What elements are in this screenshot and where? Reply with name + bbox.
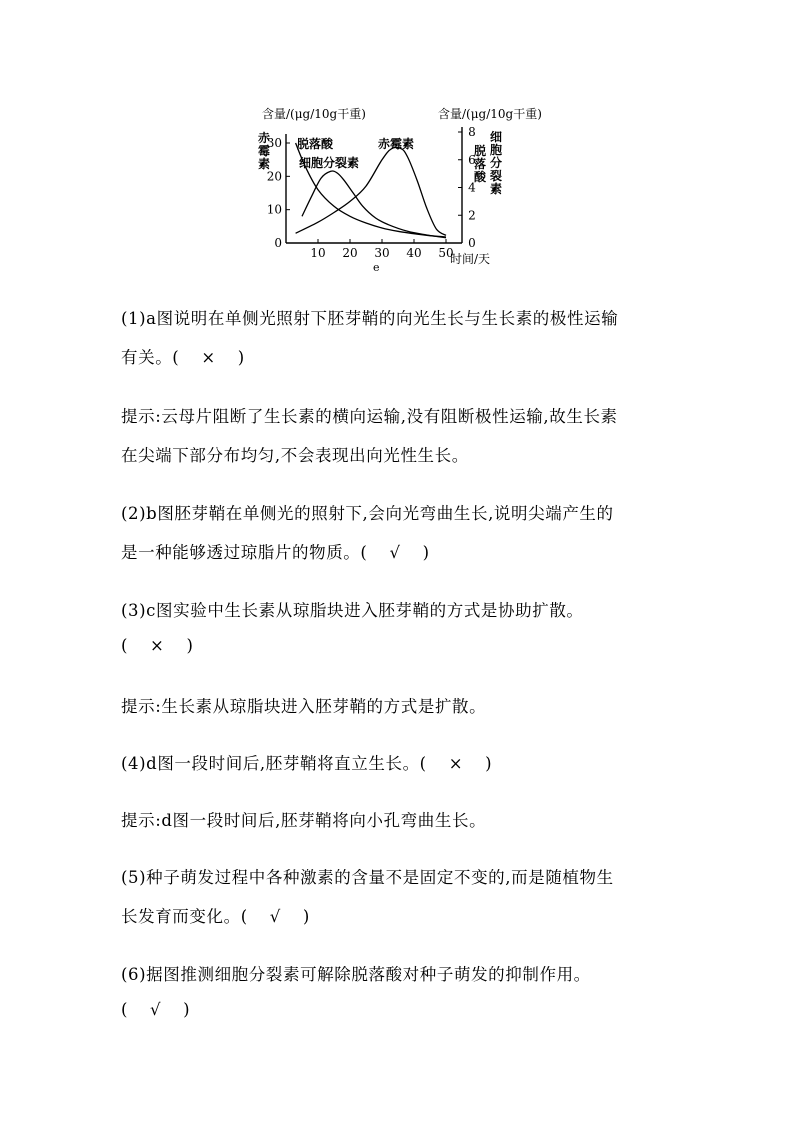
line-text: 是一种能够透过琼脂片的物质。( [121,543,368,562]
x-tick-label: 10 [310,246,326,260]
question-line [121,305,681,329]
question-line [121,864,681,888]
question-line [121,903,681,927]
line-text: 提示:生长素从琼脂块进入胚芽鞘的方式是扩散。 [121,697,487,716]
figure-label: e [373,261,380,274]
line-text: 提示:云母片阻断了生长素的横向运输,没有阻断极性运输,故生长素 [121,407,618,426]
line-text: 有关。( [121,348,180,367]
line-text: (1)a图说明在单侧光照射下胚芽鞘的向光生长与生长素的极性运输 [121,309,619,328]
y-left-series-label: 赤霉素 [258,131,271,171]
y-left-axis-title: 含量/(μg/10g干重) [262,107,366,121]
question-line [121,442,681,466]
cytokinin-curve [302,171,446,238]
y-right-tick-label: 8 [468,125,476,139]
hormone-content-chart [0,0,794,290]
y-left-tick-label: 10 [266,202,282,217]
y-left-tick-label: 30 [266,136,282,150]
y-right-series-label-abscisic: 脱落酸 [474,144,487,184]
y-right-tick-label: 6 [468,152,476,167]
line-text: ( [121,636,129,655]
series-label-abscisic: 脱落酸 [297,137,334,151]
line-text: (4)d图一段时间后,胚芽鞘将直立生长。( [121,754,427,773]
y-right-series-label-cytokinin: 细胞分裂素 [490,130,503,196]
question-line [121,500,681,524]
line-text: 在尖端下部分布均匀,不会表现出向光性生长。 [121,446,469,465]
close-paren: ) [302,907,310,926]
y-right-tick-label: 2 [468,208,476,223]
hint-line [121,693,681,717]
question-line [121,636,681,655]
answer-cross-mark: × [448,754,464,773]
hint-line [121,403,681,427]
question-line [121,344,681,368]
line-text: (3)c图实验中生长素从琼脂块进入胚芽鞘的方式是协助扩散。 [121,601,584,620]
line-text: (6)据图推测细胞分裂素可解除脱落酸对种子萌发的抑制作用。 [121,965,591,984]
line-text: ( [121,1000,129,1019]
y-left-tick-label: 0 [274,236,282,250]
y-right-tick-label: 0 [468,236,476,250]
x-axis-title: 时间/天 [450,252,491,266]
y-left-tick-label: 20 [266,169,282,184]
answer-cross-mark: × [201,348,216,367]
y-right-tick-label: 4 [468,180,476,195]
close-paren: ) [422,543,430,562]
close-paren: ) [183,1000,191,1019]
answer-cross-mark: × [150,636,165,655]
y-right-axis-title: 含量/(μg/10g干重) [438,107,542,121]
line-text: 提示:d图一段时间后,胚芽鞘将向小孔弯曲生长。 [121,811,487,830]
close-paren: ) [237,348,245,367]
hint-line [121,807,681,831]
x-tick-label: 40 [406,246,422,260]
answer-check-mark: √ [150,1000,162,1019]
x-tick-label: 20 [342,246,358,260]
line-text: (5)种子萌发过程中各种激素的含量不是固定不变的,而是随植物生 [121,868,614,887]
close-paren: ) [485,754,493,773]
question-line [121,961,681,985]
line-text: 长发育而变化。( [121,907,248,926]
close-paren: ) [186,636,194,655]
question-line [121,750,681,774]
question-line [121,597,681,621]
x-tick-label: 30 [374,246,390,260]
question-line [121,1000,681,1019]
x-tick-label: 50 [438,246,454,260]
question-line [121,539,681,563]
line-text: (2)b图胚芽鞘在单侧光的照射下,会向光弯曲生长,说明尖端产生的 [121,504,614,523]
answer-check-mark: √ [269,907,281,926]
series-label-gibberellin: 赤霉素 [378,137,415,151]
series-label-cytokinin: 细胞分裂素 [299,156,360,170]
answer-check-mark: √ [389,543,401,562]
